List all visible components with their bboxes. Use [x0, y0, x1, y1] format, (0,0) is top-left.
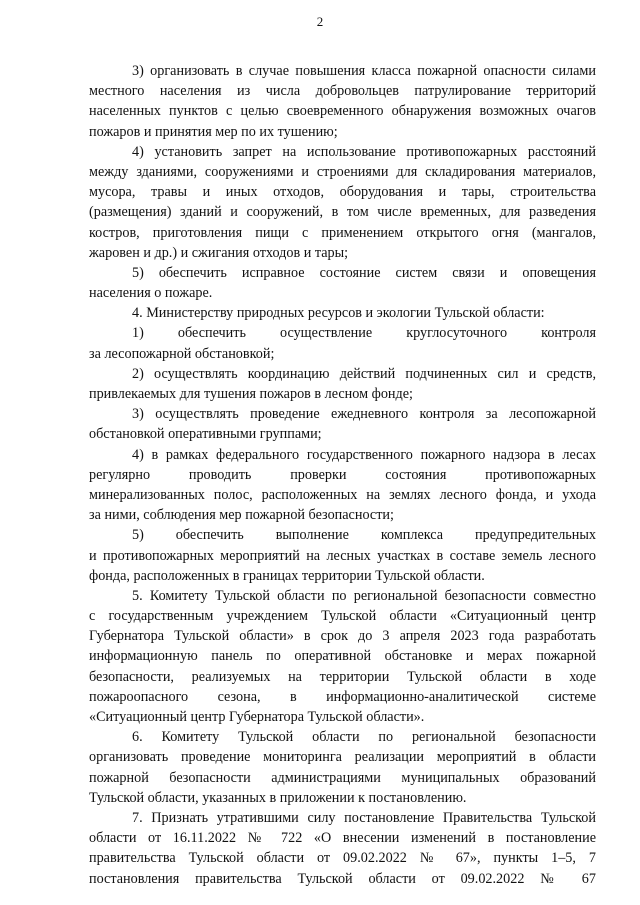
- body-text: [89, 61, 596, 889]
- text-line: организовать проведение мониторинга реализации мероприятий в области: [89, 749, 596, 766]
- text-line: населения о пожаре.: [89, 285, 213, 302]
- text-line: пожаров и принятия мер по их тушению;: [89, 123, 338, 140]
- text-line: мусора, травы и иных отходов, оборудования и тары, строительства: [89, 184, 596, 201]
- text-line: постановления правительства Тульской области от 09.02.2022 № 67: [89, 870, 596, 887]
- text-line: 2) осуществлять координацию действий подчиненных сил и средств,: [132, 365, 596, 382]
- text-line: Тульской области, указанных в приложении к постановлению.: [89, 789, 467, 806]
- text-line: 4. Министерству природных ресурсов и экологии Тульской области:: [132, 305, 545, 322]
- text-line: 1) обеспечить осуществление круглосуточного контроля: [132, 325, 596, 342]
- text-line: 5) обеспечить выполнение комплекса предупредительных: [132, 527, 596, 544]
- text-line: области от 16.11.2022 № 722 «О внесении изменений в постановление: [89, 830, 596, 847]
- text-line: Губернатора Тульской области» в срок до 3 апреля 2023 года разработать: [89, 628, 596, 645]
- text-line: 7. Признать утратившими силу постановление Правительства Тульской: [132, 809, 596, 826]
- text-line: информационную панель по оперативной обстановке и мерах пожарной: [89, 648, 596, 665]
- text-line: 4) в рамках федерального государственного пожарного надзора в лесах: [132, 446, 596, 463]
- text-line: населенных пунктов с целью своевременного обнаружения возможных очагов: [89, 103, 596, 120]
- text-line: между зданиями, сооружениями и строениями для складирования материалов,: [89, 163, 596, 180]
- text-line: безопасности, реализуемых на территории Тульской области в ходе: [89, 668, 596, 685]
- text-line: обстановкой оперативными группами;: [89, 426, 322, 443]
- text-line: 3) организовать в случае повышения класса пожарной опасности силами: [132, 63, 596, 79]
- text-line: пожарной безопасности администрациями муниципальных образований: [89, 769, 596, 786]
- text-line: с государственным учреждением Тульской области «Ситуационный центр: [89, 608, 596, 625]
- text-line: за ними, соблюдения мер пожарной безопасности;: [89, 507, 394, 524]
- text-line: (размещения) зданий и сооружений, в том числе временных, для разведения: [89, 204, 596, 221]
- text-line: пожароопасного сезона, в информационно-аналитической системе: [89, 688, 596, 705]
- text-line: 5) обеспечить исправное состояние систем связи и оповещения: [132, 264, 596, 281]
- text-line: местного населения из числа добровольцев патрулирование территорий: [89, 83, 596, 100]
- text-line: фонда, расположенных в границах территории Тульской области.: [89, 567, 485, 584]
- text-line: жаровен и др.) и сжигания отходов и тары;: [89, 244, 349, 261]
- text-line: привлекаемых для тушения пожаров в лесном фонде;: [89, 386, 413, 402]
- text-line: регулярно проводить проверки состояния противопожарных: [89, 466, 596, 483]
- text-line: «Ситуационный центр Губернатора Тульской области».: [89, 709, 425, 725]
- text-line: костров, приготовления пищи с применением открытого огня (мангалов,: [89, 224, 596, 241]
- text-line: правительства Тульской области от 09.02.2022 № 67», пункты 1–5, 7: [89, 850, 596, 867]
- text-line: и противопожарных мероприятий на лесных участках в составе земель лесного: [89, 547, 596, 564]
- text-line: за лесопожарной обстановкой;: [89, 345, 275, 362]
- text-line: 3) осуществлять проведение ежедневного контроля за лесопожарной: [132, 406, 596, 423]
- page-number: 2: [316, 14, 324, 29]
- text-line: 5. Комитету Тульской области по региональной безопасности совместно: [132, 587, 596, 604]
- text-line: минерализованных полос, расположенных на землях лесного фонда, и ухода: [89, 486, 596, 503]
- text-line: 6. Комитету Тульской области по региональной безопасности: [132, 729, 596, 746]
- text-line: 4) установить запрет на использование противопожарных расстояний: [132, 143, 596, 160]
